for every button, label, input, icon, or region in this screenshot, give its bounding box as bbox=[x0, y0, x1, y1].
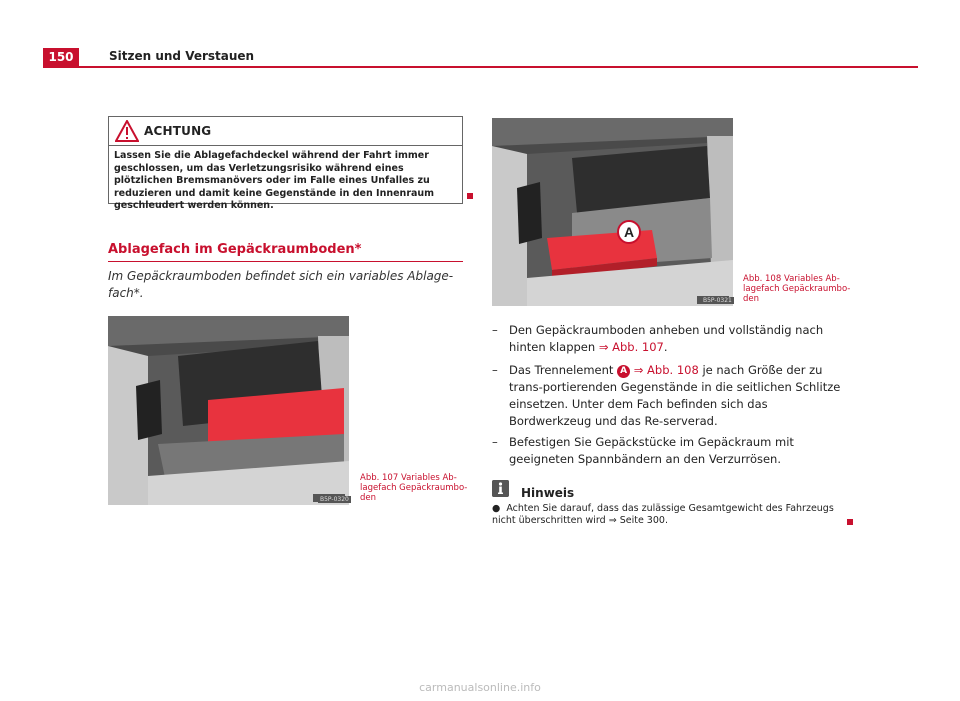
warning-header bbox=[109, 117, 462, 146]
figure-108-marker: A bbox=[623, 224, 635, 240]
figure-107-label: Abb. 107 bbox=[360, 473, 399, 483]
note-body: Achten Sie darauf, dass das zulässige Gesamtgewicht des Fahrzeugs nicht überschritten wird ⇒ Seite 300. bbox=[492, 503, 834, 526]
step-dash: – bbox=[492, 363, 498, 377]
figure-107-caption-text: Variables Ab-lagefach Gepäckraumbo-den bbox=[360, 473, 468, 503]
figure-108-caption bbox=[743, 274, 853, 304]
note-text bbox=[492, 503, 837, 527]
header-rule bbox=[43, 66, 918, 68]
section-rule bbox=[108, 261, 463, 262]
step-1-tail: . bbox=[663, 340, 668, 354]
figure-108-label: Abb. 108 bbox=[743, 274, 782, 284]
figure-107-image bbox=[108, 316, 349, 505]
step-2 bbox=[492, 362, 852, 430]
note-bullet: ● bbox=[492, 503, 501, 514]
figure-107-code: B5P-0320 bbox=[320, 496, 349, 503]
trunk-illustration-107 bbox=[108, 316, 349, 505]
marker-a-badge: A bbox=[617, 365, 630, 378]
footer-watermark: carmanualsonline.info bbox=[419, 681, 541, 694]
section-end-mark bbox=[847, 519, 853, 525]
step-dash: – bbox=[492, 435, 498, 449]
warning-text: Lassen Sie die Ablagefachdeckel während der Fahrt immer geschlossen, um das Verletzungsrisiko während eines plötzlichen Bremsmanövers oder im Falle eines Unfalles zu reduzieren und damit keine Gegenstände in den Innenraum geschleudert werden können. bbox=[114, 150, 435, 211]
step-2-pre: Das Trennelement bbox=[509, 363, 614, 377]
note-title: Hinweis bbox=[521, 486, 575, 500]
step-1-text: Den Gepäckraumboden anheben und vollständig nach hinten klappen bbox=[509, 323, 824, 354]
warning-title: ACHTUNG bbox=[144, 124, 212, 138]
step-1 bbox=[492, 322, 852, 356]
figure-108-image bbox=[492, 118, 733, 306]
step-3-text: Befestigen Sie Gepäckstücke im Gepäckraum mit geeigneten Spannbändern an den Verzurrösen. bbox=[509, 435, 794, 466]
step-2-figure-link[interactable]: ⇒ Abb. 108 bbox=[633, 363, 699, 377]
intro-text: Im Gepäckraumboden befindet sich ein variables Ablage-fach*. bbox=[108, 269, 454, 300]
trunk-illustration-108 bbox=[492, 118, 733, 306]
step-1-figure-link[interactable]: ⇒ Abb. 107 bbox=[598, 340, 664, 354]
section-end-mark bbox=[467, 193, 473, 199]
figure-108-code: B5P-0321 bbox=[703, 297, 732, 304]
step-dash: – bbox=[492, 323, 498, 337]
warning-triangle-icon bbox=[115, 120, 139, 142]
warning-box bbox=[108, 116, 463, 211]
step-2-text: je nach Größe der zu trans-portierenden Gegenstände in die seitlichen Schlitze einsetzen. Unter dem Fach befinden sich das Bordwerkzeug und das Re-serverad. bbox=[509, 363, 841, 428]
section-heading: Ablagefach im Gepäckraumboden* bbox=[108, 242, 362, 257]
step-3 bbox=[492, 434, 852, 468]
page-number: 150 bbox=[43, 48, 79, 67]
figure-108-caption-text: Variables Ab-lagefach Gepäckraumbo-den bbox=[743, 274, 851, 304]
header-title: Sitzen und Verstauen bbox=[109, 49, 255, 63]
figure-107-caption bbox=[360, 473, 470, 503]
info-icon bbox=[492, 480, 509, 497]
